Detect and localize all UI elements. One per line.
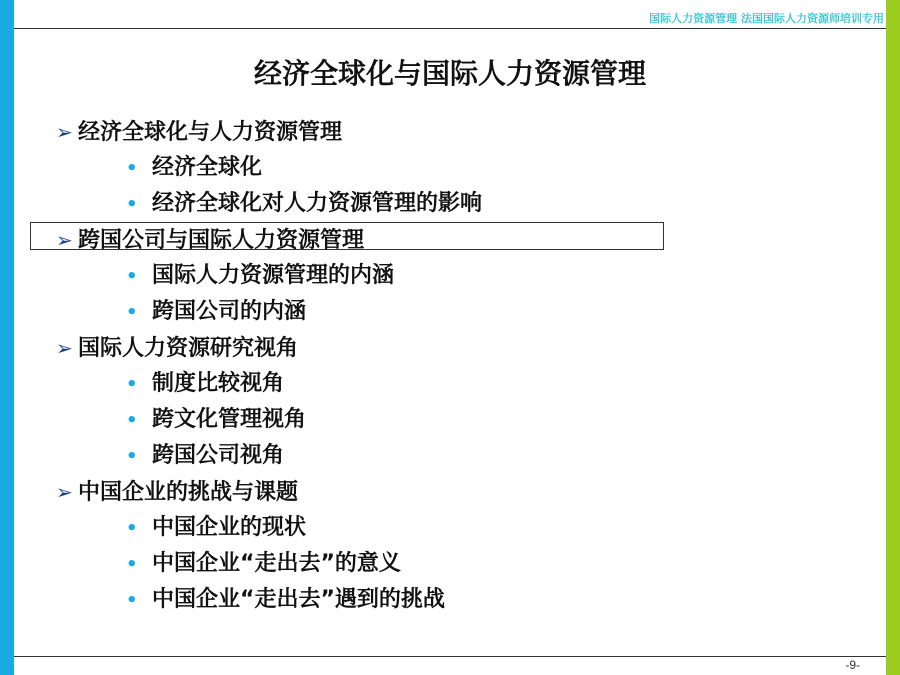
arrow-right-icon: ➢ xyxy=(56,120,73,144)
bullet-dot-icon: • xyxy=(126,194,138,215)
page-number: -9- xyxy=(845,658,860,672)
list-item xyxy=(56,150,676,186)
section-label: 经济全球化与人力资源管理 xyxy=(78,120,343,145)
arrow-right-icon: ➢ xyxy=(56,480,73,504)
bullet-dot-icon: • xyxy=(126,374,138,395)
list-item xyxy=(56,258,676,294)
header-text: 国际人力资源管理 法国国际人力资源师培训专用 xyxy=(649,12,884,25)
item-label: 制度比较视角 xyxy=(152,371,285,396)
item-label: 中国企业“走出去”遇到的挑战 xyxy=(152,587,445,612)
list-item xyxy=(56,546,676,582)
list-item xyxy=(56,294,676,330)
bullet-dot-icon: • xyxy=(126,518,138,539)
arrow-right-icon: ➢ xyxy=(56,228,73,252)
footer-divider xyxy=(14,656,886,657)
right-accent-bar xyxy=(886,0,900,675)
item-label: 跨文化管理视角 xyxy=(152,407,307,432)
list-item xyxy=(56,186,676,222)
bullet-dot-icon: • xyxy=(126,302,138,323)
left-accent-bar xyxy=(0,0,14,675)
list-item xyxy=(56,402,676,438)
header-divider xyxy=(14,28,886,29)
item-label: 国际人力资源管理的内涵 xyxy=(152,263,395,288)
bullet-dot-icon: • xyxy=(126,158,138,179)
item-label: 经济全球化 xyxy=(152,155,263,180)
item-label: 跨国公司的内涵 xyxy=(152,299,307,324)
section-heading xyxy=(56,114,676,150)
item-label: 经济全球化对人力资源管理的影响 xyxy=(152,191,483,216)
item-label: 中国企业“走出去”的意义 xyxy=(152,551,401,576)
bullet-dot-icon: • xyxy=(126,266,138,287)
outline-list xyxy=(56,114,676,618)
section-label: 中国企业的挑战与课题 xyxy=(78,480,299,505)
section-heading xyxy=(56,222,676,258)
bullet-dot-icon: • xyxy=(126,590,138,611)
list-item xyxy=(56,582,676,618)
bullet-dot-icon: • xyxy=(126,554,138,575)
section-label: 跨国公司与国际人力资源管理 xyxy=(78,228,365,253)
list-item xyxy=(56,510,676,546)
item-label: 中国企业的现状 xyxy=(152,515,307,540)
item-label: 跨国公司视角 xyxy=(152,443,285,468)
bullet-dot-icon: • xyxy=(126,410,138,431)
arrow-right-icon: ➢ xyxy=(56,336,73,360)
slide-title: 经济全球化与国际人力资源管理 xyxy=(253,57,646,90)
section-label: 国际人力资源研究视角 xyxy=(78,336,299,361)
list-item xyxy=(56,438,676,474)
section-heading xyxy=(56,330,676,366)
section-heading xyxy=(56,474,676,510)
bullet-dot-icon: • xyxy=(126,446,138,467)
list-item xyxy=(56,366,676,402)
